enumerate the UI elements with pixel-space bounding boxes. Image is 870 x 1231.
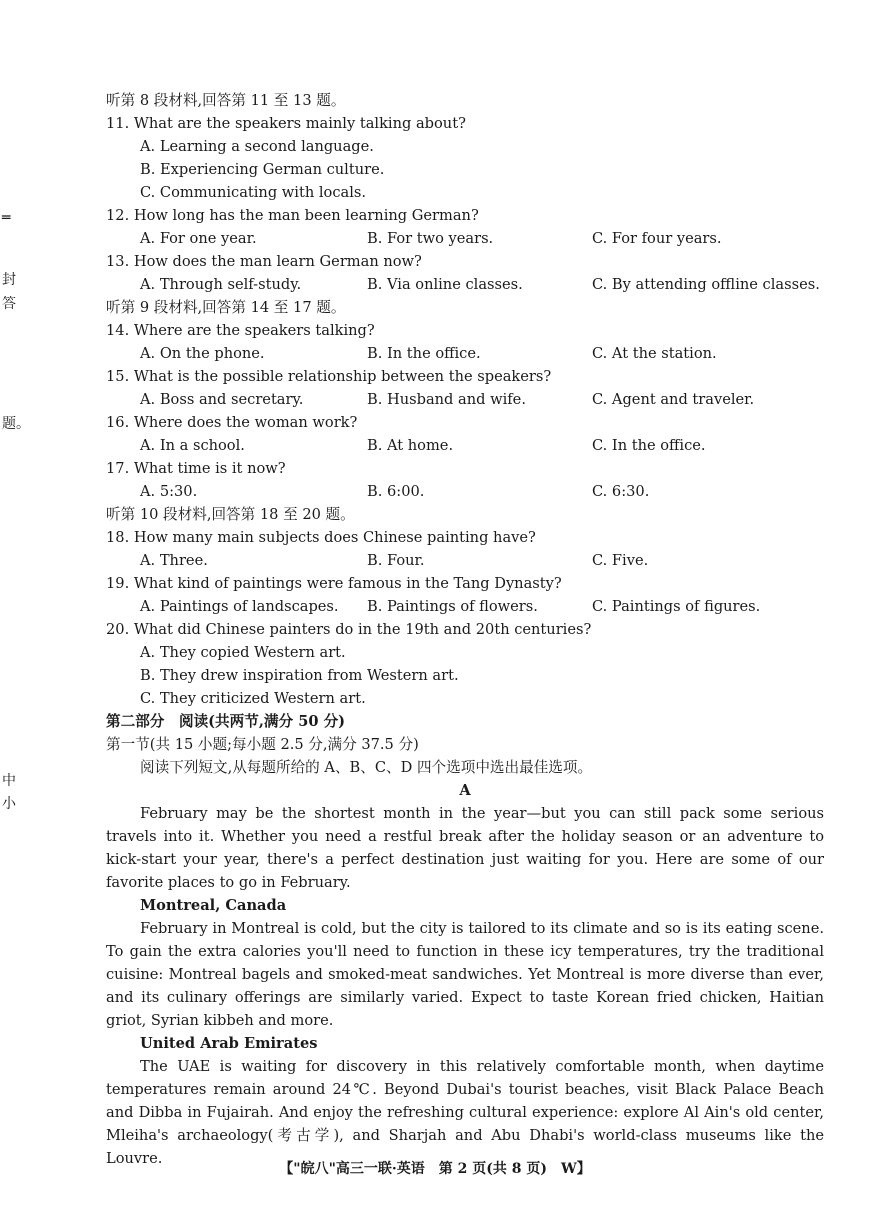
option: A. On the phone. [140, 345, 265, 362]
passage-intro: February may be the shortest month in the year—but you can still pack some serious travels into it. Whether you need a restful break after the holiday season or an adventure to kick-start your year, there's a perfect destination just waiting for you. Here are some of our favorite places to go in February. [106, 805, 824, 891]
option: C. 6:30. [592, 483, 650, 500]
option: C. Communicating with locals. [140, 184, 366, 201]
margin-mark: 封 [2, 272, 16, 288]
passage-heading: United Arab Emirates [140, 1035, 318, 1052]
option: B. Paintings of flowers. [367, 598, 538, 615]
instruction: 阅读下列短文,从每题所给的 A、B、C、D 四个选项中选出最佳选项。 [140, 759, 593, 776]
option: A. For one year. [140, 230, 257, 247]
passage-label: A [459, 782, 471, 799]
question: 11. What are the speakers mainly talking about? [106, 115, 466, 132]
option: B. For two years. [367, 230, 494, 247]
option: C. They criticized Western art. [140, 690, 366, 707]
section-title: 第一节(共 15 小题;每小题 2.5 分,满分 37.5 分) [106, 736, 419, 753]
option-row [106, 342, 824, 365]
option: B. Experiencing German culture. [140, 161, 385, 178]
option: A. In a school. [140, 437, 245, 454]
option: A. Through self-study. [140, 276, 302, 293]
question: 19. What kind of paintings were famous in the Tang Dynasty? [106, 575, 562, 592]
option: C. For four years. [592, 230, 722, 247]
option-row [106, 388, 824, 411]
section-heading: 听第 10 段材料,回答第 18 至 20 题。 [106, 506, 355, 523]
option: C. By attending offline classes. [592, 276, 820, 293]
option: C. Five. [592, 552, 649, 569]
option: C. At the station. [592, 345, 717, 362]
option: B. Four. [367, 552, 425, 569]
option: A. Three. [140, 552, 208, 569]
option-row [106, 434, 824, 457]
margin-mark: ═ [2, 210, 11, 226]
question: 12. How long has the man been learning German? [106, 207, 479, 224]
section-heading: 听第 9 段材料,回答第 14 至 17 题。 [106, 299, 346, 316]
option-row [106, 549, 824, 572]
margin-mark: 题。 [2, 416, 30, 432]
option: B. Husband and wife. [367, 391, 526, 408]
passage-paragraph: February in Montreal is cold, but the city is tailored to its climate and so is its eating scene. To gain the extra calories you'll need to function in these icy temperatures, try the traditional cuisine: Montreal bagels and smoked-meat sandwiches. Yet Montreal is more diverse than ever, and its culinary offerings are similarly varied. Expect to taste Korean fried chicken, Haitian griot, Syrian kibbeh and more. [106, 920, 824, 1029]
margin-mark: 小 [2, 796, 16, 812]
passage-heading: Montreal, Canada [140, 897, 287, 914]
option: B. Via online classes. [367, 276, 523, 293]
question: 16. Where does the woman work? [106, 414, 358, 431]
option-row [106, 227, 824, 250]
option: C. Paintings of figures. [592, 598, 761, 615]
question: 15. What is the possible relationship between the speakers? [106, 368, 552, 385]
option: A. Learning a second language. [140, 138, 374, 155]
part-title: 第二部分 阅读(共两节,满分 50 分) [106, 713, 346, 730]
option: B. In the office. [367, 345, 481, 362]
option: A. Paintings of landscapes. [140, 598, 339, 615]
question: 13. How does the man learn German now? [106, 253, 422, 270]
option-row [106, 595, 824, 618]
option-row [106, 480, 824, 503]
passage-paragraph: The UAE is waiting for discovery in this relatively comfortable month, when daytime temperatures remain around 24℃. Beyond Dubai's tourist beaches, visit Black Palace Beach and Dibba in Fujairah. And enjoy the refreshing cultural experience: explore Al Ain's old center, Mleiha's archaeology(考古学), and Sharjah and Abu Dhabi's world-class museums like the Louvre. [106, 1058, 824, 1167]
option: A. 5:30. [140, 483, 198, 500]
option-row [106, 273, 824, 296]
question: 14. Where are the speakers talking? [106, 322, 375, 339]
option: B. They drew inspiration from Western art. [140, 667, 459, 684]
option: C. Agent and traveler. [592, 391, 755, 408]
page-content [106, 89, 824, 1170]
margin-mark: 答 [2, 296, 16, 312]
option: A. Boss and secretary. [140, 391, 304, 408]
question: 17. What time is it now? [106, 460, 286, 477]
question: 20. What did Chinese painters do in the 19th and 20th centuries? [106, 621, 592, 638]
option: B. 6:00. [367, 483, 425, 500]
question: 18. How many main subjects does Chinese painting have? [106, 529, 536, 546]
section-heading: 听第 8 段材料,回答第 11 至 13 题。 [106, 92, 346, 109]
option: B. At home. [367, 437, 454, 454]
option: A. They copied Western art. [140, 644, 346, 661]
margin-mark: 中 [2, 773, 16, 789]
page-footer: 【"皖八"高三一联·英语 第 2 页(共 8 页) W】 [279, 1161, 591, 1177]
option: C. In the office. [592, 437, 706, 454]
